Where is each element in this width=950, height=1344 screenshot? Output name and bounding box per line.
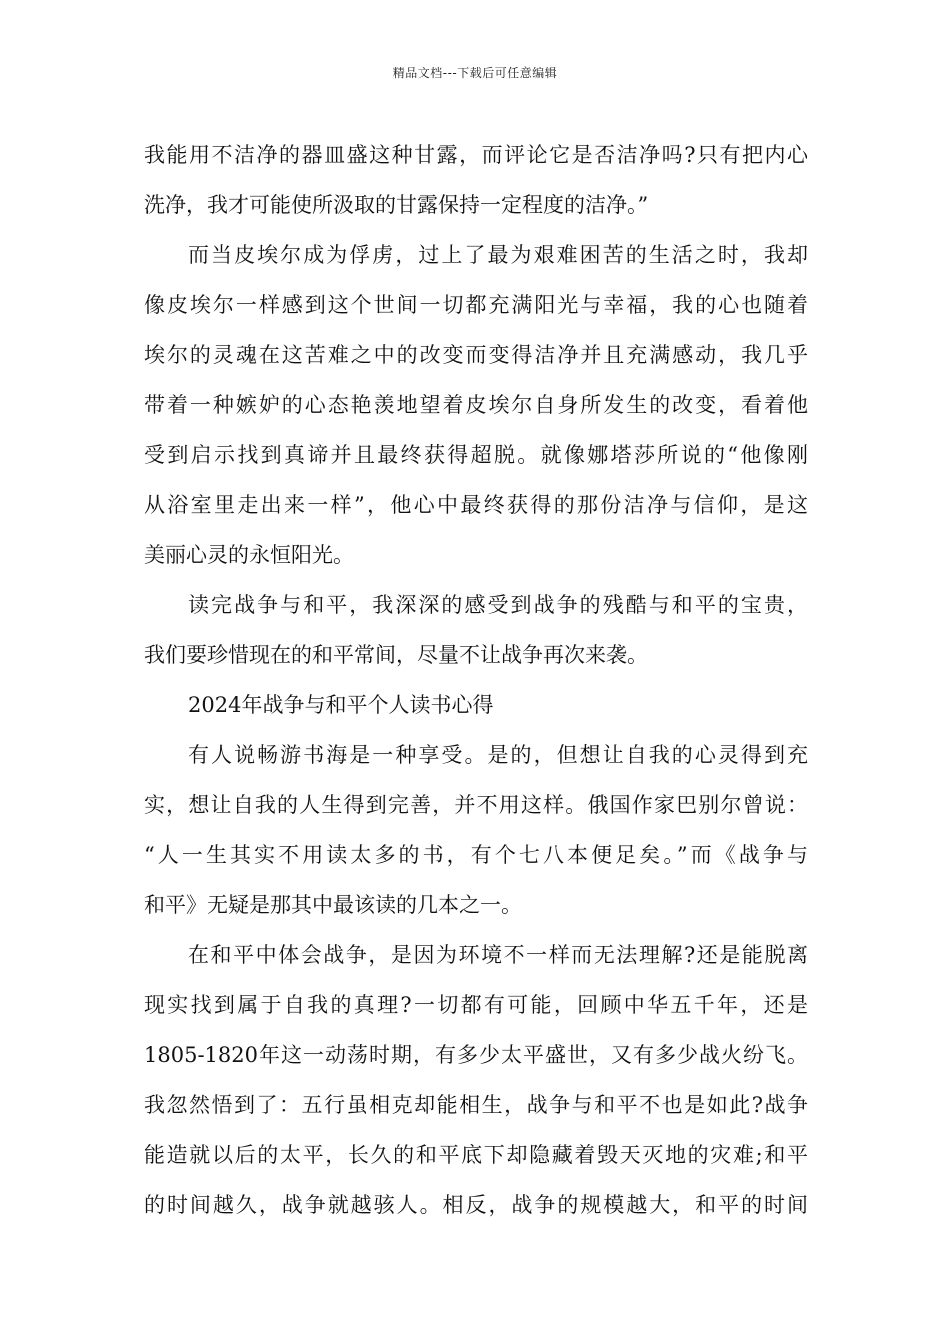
text-line: 像皮埃尔一样感到这个世间一切都充满阳光与幸福，我的心也随着 <box>144 293 808 317</box>
text-line: 受到启示找到真谛并且最终获得超脱。就像娜塔莎所说的“他像刚 <box>144 443 808 467</box>
text-line: “人一生其实不用读太多的书，有个七八本便足矣。”而《战争与 <box>144 843 808 867</box>
text-line: 的时间越久，战争就越骇人。相反，战争的规模越大，和平的时间 <box>144 1193 808 1217</box>
text-line: 我们要珍惜现在的和平常间，尽量不让战争再次来袭。 <box>144 643 648 667</box>
text-line: 从浴室里走出来一样”，他心中最终获得的那份洁净与信仰，是这 <box>144 493 808 517</box>
text-line: 我忽然悟到了：五行虽相克却能相生，战争与和平不也是如此?战争 <box>144 1093 808 1117</box>
text-line: 2024年战争与和平个人读书心得 <box>188 693 494 717</box>
text-line: 而当皮埃尔成为俘虏，过上了最为艰难困苦的生活之时，我却 <box>188 243 808 267</box>
text-line: 洗净，我才可能使所汲取的甘露保持一定程度的洁净。” <box>144 193 649 217</box>
text-line: 有人说畅游书海是一种享受。是的，但想让自我的心灵得到充 <box>188 743 808 767</box>
text-line: 现实找到属于自我的真理?一切都有可能，回顾中华五千年，还是 <box>144 993 808 1017</box>
text-line: 我能用不洁净的器皿盛这种甘露，而评论它是否洁净吗?只有把内心 <box>144 143 808 167</box>
text-line: 带着一种嫉妒的心态艳羡地望着皮埃尔自身所发生的改变，看着他 <box>144 393 808 417</box>
text-line: 1805-1820年这一动荡时期，有多少太平盛世，又有多少战火纷飞。 <box>144 1043 808 1067</box>
text-line: 实，想让自我的人生得到完善，并不用这样。俄国作家巴别尔曾说： <box>144 793 808 817</box>
text-line: 美丽心灵的永恒阳光。 <box>144 543 354 567</box>
text-line: 和平》无疑是那其中最该读的几本之一。 <box>144 893 522 917</box>
text-line: 埃尔的灵魂在这苦难之中的改变而变得洁净并且充满感动，我几乎 <box>144 343 808 367</box>
text-line: 读完战争与和平，我深深的感受到战争的残酷与和平的宝贵， <box>188 593 808 617</box>
text-line: 在和平中体会战争，是因为环境不一样而无法理解?还是能脱离 <box>188 943 808 967</box>
document-body <box>144 130 808 1230</box>
page-header: 精品文档---下载后可任意编辑 <box>392 66 558 80</box>
text-line: 能造就以后的太平，长久的和平底下却隐藏着毁天灭地的灾难;和平 <box>144 1143 808 1167</box>
